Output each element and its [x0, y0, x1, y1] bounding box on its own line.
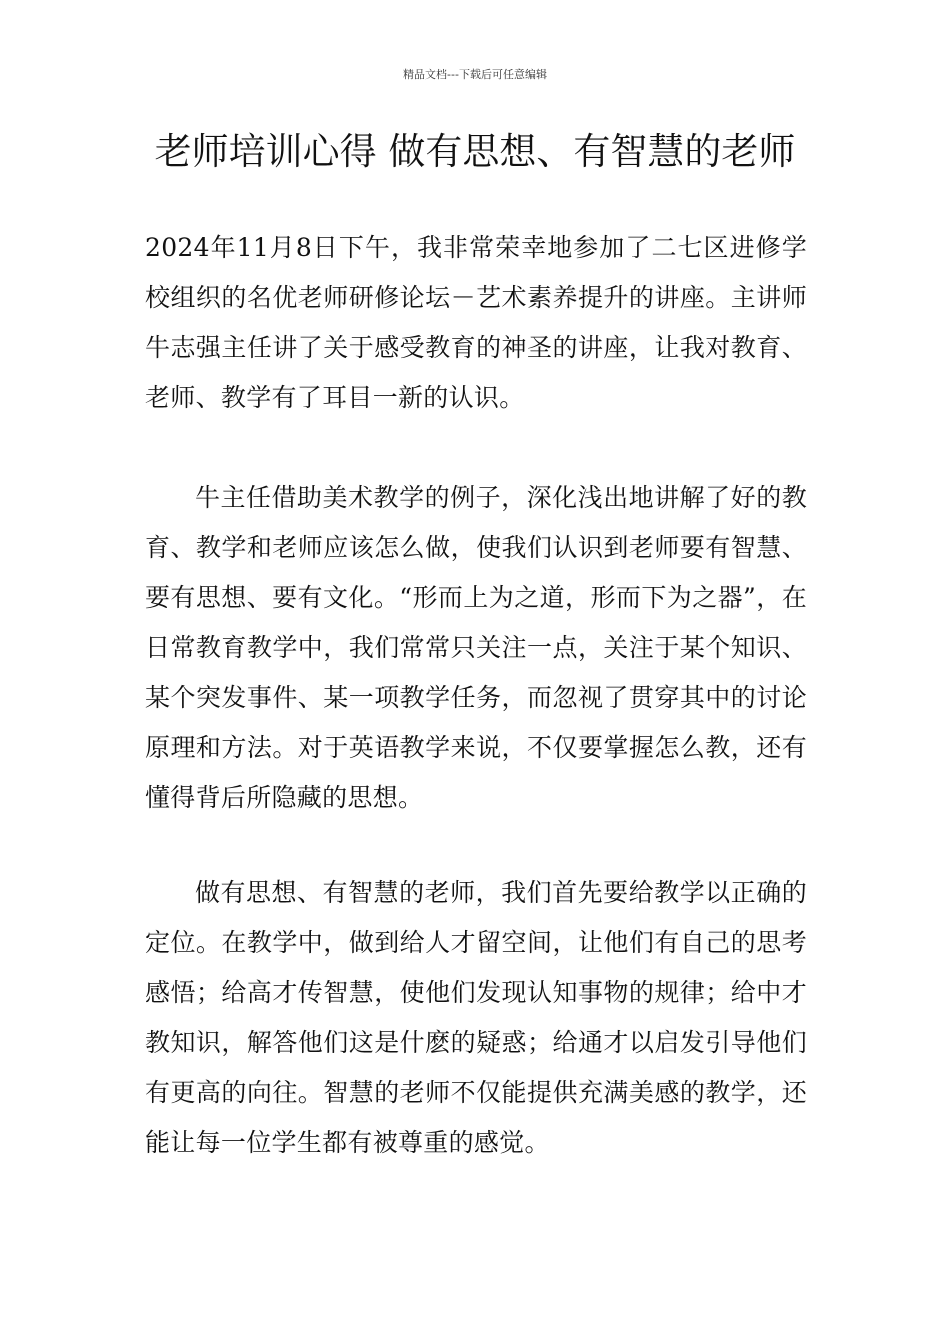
document-title: 老师培训心得 做有思想、有智慧的老师: [154, 130, 796, 173]
paragraph-intro: 2024年11月8日下午，我非常荣幸地参加了二七区进修学校组织的名优老师研修论坛－艺术素养提升的讲座。主讲师牛志强主任讲了关于感受教育的神圣的讲座，让我对教育、老师、教学有了耳目一新的认识。: [145, 233, 807, 412]
paragraph-teacher-wisdom: 牛主任借助美术教学的例子，深化浅出地讲解了好的教育、教学和老师应该怎么做，使我们认识到老师要有智慧、要有思想、要有文化。“形而上为之道，形而下为之器”，在日常教育教学中，我们常常只关注一点，关注于某个知识、某个突发事件、某一项教学任务，而忽视了贯穿其中的讨论原理和方法。对于英语教学来说，不仅要掌握怎么教，还有懂得背后所隐藏的思想。: [145, 483, 807, 812]
header-note: 精品文档---下载后可任意编辑: [403, 68, 547, 81]
paragraph-teaching-positioning: 做有思想、有智慧的老师，我们首先要给教学以正确的定位。在教学中，做到给人才留空间，让他们有自己的思考感悟；给高才传智慧，使他们发现认知事物的规律；给中才教知识，解答他们这是什麽的疑惑；给通才以启发引导他们有更高的向往。智慧的老师不仅能提供充满美感的教学，还能让每一位学生都有被尊重的感觉。: [145, 878, 807, 1157]
